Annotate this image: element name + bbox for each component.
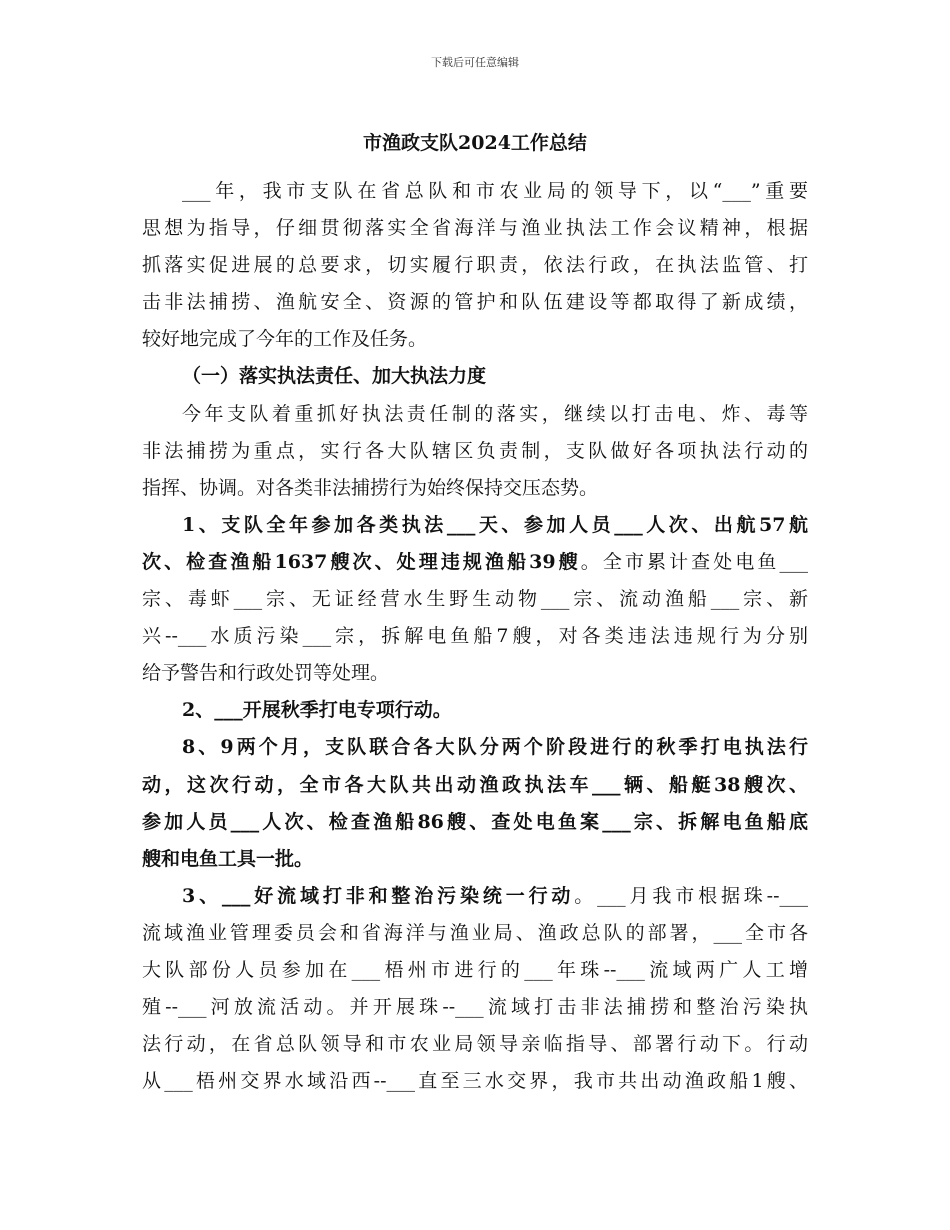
paragraph-line: 法行动，在省总队领导和市农业局领导亲临指导、部署行动下。行动 <box>142 1033 808 1056</box>
paragraph-line: 宗、毒虾___宗、无证经营水生野生动物___宗、流动渔船___宗、新 <box>142 588 808 611</box>
paragraph-line: 2、___开展秋季打电专项行动。 <box>182 699 452 722</box>
paragraph-line: 非法捕捞为重点，实行各大队辖区负责制，支队做好各项执法行动的 <box>142 439 808 462</box>
paragraph-line: 指挥、协调。对各类非法捕捞行为始终保持交压态势。 <box>142 476 599 499</box>
paragraph-line: ___年，我市支队在省总队和市农业局的领导下，以“___”重要 <box>182 180 808 202</box>
paragraph-line: 3、___好流域打非和整治污染统一行动。___月我市根据珠--___ <box>182 884 808 907</box>
page-title: 市渔政支队2024工作总结 <box>363 132 587 154</box>
section-heading: （一）落实执法责任、加大执法力度 <box>182 365 487 388</box>
paragraph-line: 参加人员___人次、检查渔船86艘、查处电鱼案___宗、拆解电鱼船底 <box>142 810 808 833</box>
paragraph-line: 兴--___水质污染___宗，拆解电鱼船7艘，对各类违法违规行为分别 <box>142 625 808 648</box>
paragraph-line: 击非法捕捞、渔航安全、资源的管护和队伍建设等都取得了新成绩， <box>142 291 808 314</box>
document-body <box>142 176 808 1103</box>
paragraph-line: 艘和电鱼工具一批。 <box>142 847 314 870</box>
paragraph-line: 动，这次行动，全市各大队共出动渔政执法车___辆、船艇38艘次、 <box>142 773 808 796</box>
paragraph-line: 1、支队全年参加各类执法___天、参加人员___人次、出航57航 <box>182 513 808 536</box>
paragraph-line: 较好地完成了今年的工作及任务。 <box>142 328 428 351</box>
paragraph-line: 8、9两个月，支队联合各大队分两个阶段进行的秋季打电执法行 <box>182 736 808 759</box>
paragraph-line: 给予警告和行政处罚等处理。 <box>142 662 390 685</box>
paragraph-line: 思想为指导，仔细贯彻落实全省海洋与渔业执法工作会议精神，根据 <box>142 217 808 240</box>
paragraph-line: 从___梧州交界水域沿西--___直至三水交界，我市共出动渔政船1艘、 <box>142 1070 808 1093</box>
paragraph-line: 今年支队着重抓好执法责任制的落实，继续以打击电、炸、毒等 <box>182 402 808 425</box>
paragraph-line: 流域渔业管理委员会和省海洋与渔业局、渔政总队的部署，___全市各 <box>142 921 808 944</box>
paragraph-line: 殖--___河放流活动。并开展珠--___流域打击非法捕捞和整治污染执 <box>142 996 808 1019</box>
paragraph-line: 抓落实促进展的总要求，切实履行职责，依法行政，在执法监管、打 <box>142 254 808 277</box>
paragraph-line: 次、检查渔船1637艘次、处理违规渔船39艘。全市累计查处电鱼___ <box>142 550 808 573</box>
paragraph-line: 大队部份人员参加在___梧州市进行的___年珠--___流域两广人工增 <box>142 958 808 981</box>
header-note: 下载后可任意编辑 <box>431 56 519 69</box>
